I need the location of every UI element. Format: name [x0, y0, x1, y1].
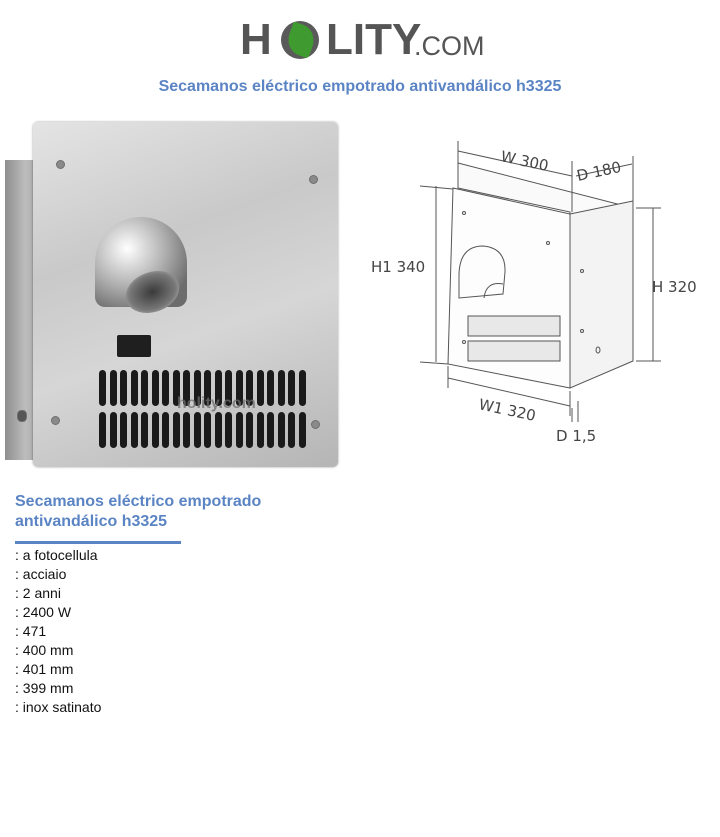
- spec-item: : 2 anni: [15, 585, 61, 601]
- vent-slot: [99, 412, 106, 448]
- vent-slot: [110, 370, 117, 406]
- spec-item: : 399 mm: [15, 680, 74, 696]
- logo-o-icon: [281, 21, 319, 59]
- vent-slot: [215, 412, 222, 448]
- vent-slot: [204, 412, 211, 448]
- spec-item: : 2400 W: [15, 604, 72, 620]
- vent-slot: [183, 412, 190, 448]
- screw-icon: [309, 175, 318, 184]
- spec-item: : 471: [15, 623, 47, 639]
- spec-item: : inox satinato: [15, 699, 102, 715]
- logo-domain: .COM: [414, 31, 485, 61]
- vent-slot: [152, 412, 159, 448]
- product-photo: [5, 122, 340, 470]
- page-title: Secamanos eléctrico empotrado antivandálico h3325: [158, 78, 562, 95]
- vent-slot: [267, 370, 274, 406]
- vent-slot: [131, 412, 138, 448]
- dim-d1-label: D 1,5: [556, 427, 597, 445]
- vent-grill: [99, 412, 309, 448]
- site-logo[interactable]: [240, 14, 485, 66]
- vent-slot: [288, 370, 295, 406]
- vent-slot: [152, 370, 159, 406]
- logo-letters: LITY: [326, 15, 422, 64]
- spec-item: : acciaio: [15, 566, 67, 582]
- vent-slot: [288, 412, 295, 448]
- spec-item: : a fotocellula: [15, 547, 98, 563]
- photo-watermark: holity.com: [177, 395, 256, 412]
- sensor-window: [117, 335, 151, 357]
- vent-slot: [162, 412, 169, 448]
- vent-slot: [299, 412, 306, 448]
- vent-slot: [246, 412, 253, 448]
- dimension-drawing: [358, 126, 718, 456]
- heading-underline: [15, 541, 181, 544]
- logo-letter-h: H: [240, 15, 272, 64]
- spec-item: : 400 mm: [15, 642, 74, 658]
- vent-slot: [141, 412, 148, 448]
- vent-slot: [257, 370, 264, 406]
- vent-slot: [99, 370, 106, 406]
- vent-slot: [236, 412, 243, 448]
- screw-icon: [51, 416, 60, 425]
- spec-list: [15, 546, 101, 717]
- screw-icon: [311, 420, 320, 429]
- vent-slot: [162, 370, 169, 406]
- vent-slot: [141, 370, 148, 406]
- vent-slot: [120, 370, 127, 406]
- vent-slot: [278, 370, 285, 406]
- vent-slot: [257, 412, 264, 448]
- dim-w1-label: W1 320: [477, 395, 538, 425]
- screw-icon: [56, 160, 65, 169]
- spec-item: : 401 mm: [15, 661, 74, 677]
- vent-slot: [278, 412, 285, 448]
- vent-slot: [299, 370, 306, 406]
- dim-d-label: D 180: [575, 157, 623, 185]
- product-heading: Secamanos eléctrico empotrado antivandálico h3325: [15, 493, 262, 530]
- vent-slot: [120, 412, 127, 448]
- vent-slot: [131, 370, 138, 406]
- vent-slot: [110, 412, 117, 448]
- vent-slot: [173, 412, 180, 448]
- vent-slot: [267, 412, 274, 448]
- vent-slot: [194, 412, 201, 448]
- product-panel: [33, 122, 338, 467]
- dim-h1-label: H1 340: [371, 258, 426, 276]
- dim-w-label: W 300: [499, 147, 551, 175]
- vent-slot: [225, 412, 232, 448]
- dim-h-label: H 320: [652, 278, 697, 296]
- dryer-nozzle-icon: [95, 217, 190, 317]
